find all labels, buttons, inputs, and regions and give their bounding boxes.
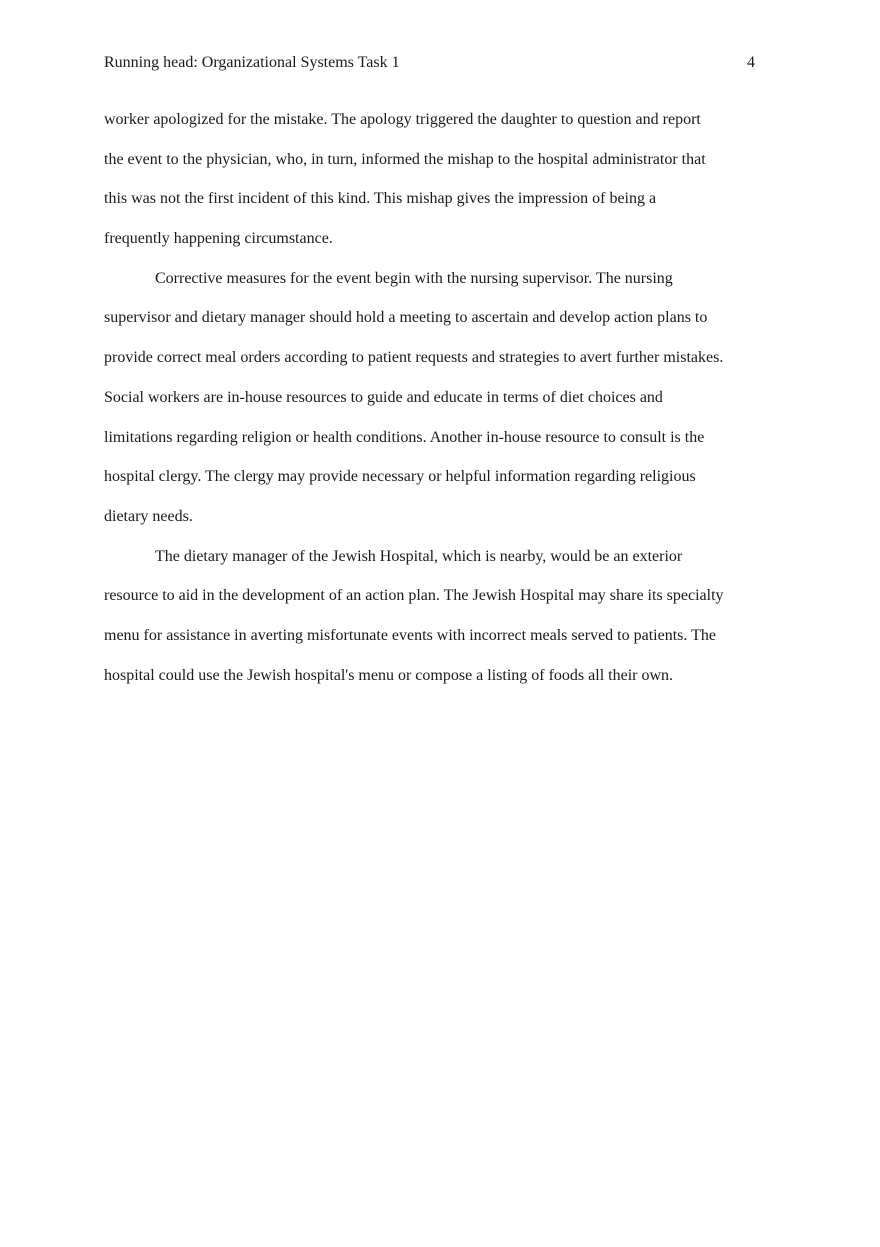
text-line: menu for assistance in averting misfortunate events with incorrect meals served to patients. The xyxy=(104,626,716,644)
text-line: frequently happening circumstance. xyxy=(104,230,333,248)
running-head: Running head: Organizational Systems Task 1 xyxy=(104,54,400,71)
document-body xyxy=(104,100,777,695)
text-line: resource to aid in the development of an action plan. The Jewish Hospital may share its specialty xyxy=(104,587,724,605)
text-line: dietary needs. xyxy=(104,507,193,525)
text-line: worker apologized for the mistake. The apology triggered the daughter to question and report xyxy=(104,111,701,128)
page-number: 4 xyxy=(747,54,755,71)
text-line: Corrective measures for the event begin with the nursing supervisor. The nursing xyxy=(155,269,673,287)
text-line: Social workers are in-house resources to guide and educate in terms of diet choices and xyxy=(104,388,663,406)
text-line: provide correct meal orders according to patient requests and strategies to avert further mistakes. xyxy=(104,349,724,367)
text-line: the event to the physician, who, in turn, informed the mishap to the hospital administrator that xyxy=(104,150,706,168)
paragraph-1 xyxy=(104,100,777,259)
paragraph-3 xyxy=(104,537,777,696)
text-line: this was not the first incident of this kind. This mishap gives the impression of being a xyxy=(104,190,657,208)
page-header xyxy=(104,51,755,75)
text-line: hospital clergy. The clergy may provide necessary or helpful information regarding religious xyxy=(104,468,696,486)
text-line: hospital could use the Jewish hospital's menu or compose a listing of foods all their own. xyxy=(104,666,674,684)
text-line: The dietary manager of the Jewish Hospital, which is nearby, would be an exterior xyxy=(155,547,683,565)
text-line: supervisor and dietary manager should hold a meeting to ascertain and develop action plans to xyxy=(104,309,708,327)
text-line: limitations regarding religion or health conditions. Another in-house resource to consult is the xyxy=(104,428,705,446)
paragraph-2 xyxy=(104,259,777,537)
